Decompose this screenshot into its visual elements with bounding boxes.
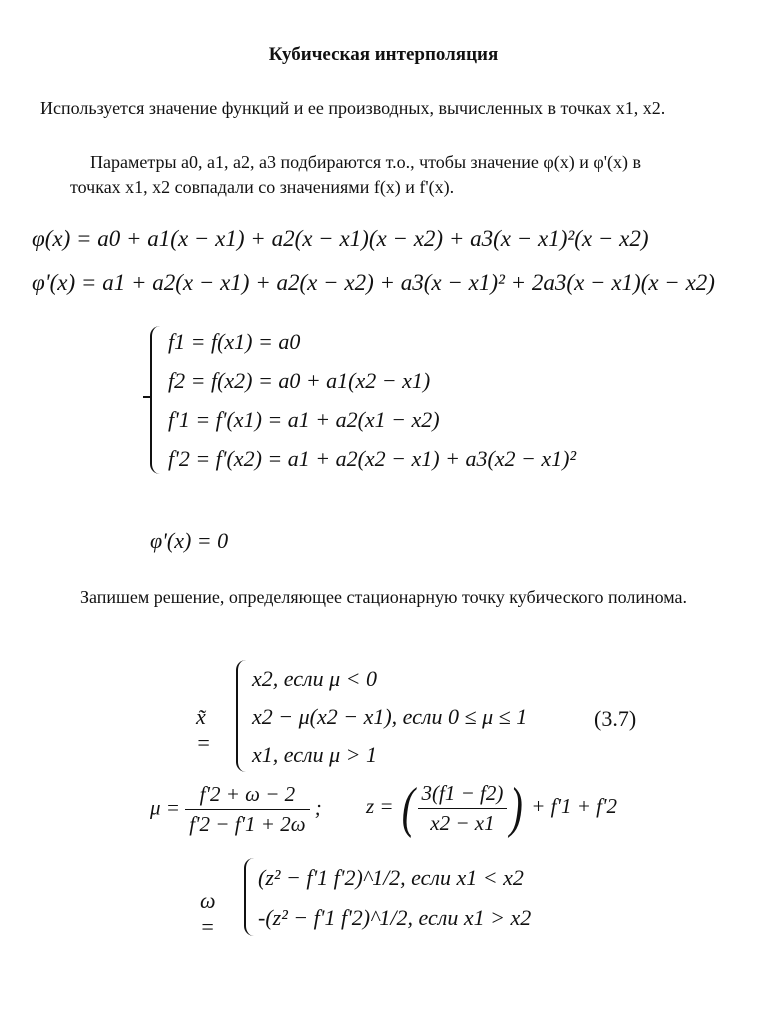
equation-number: (3.7) bbox=[594, 706, 637, 731]
mu-fraction bbox=[185, 782, 309, 837]
mu-separator: ; bbox=[314, 795, 322, 820]
paragraph-parameters-line2: точках x1, x2 совпадали со значениями f(x) и f'(x). bbox=[70, 177, 455, 197]
xtilde-case: x2 − μ(x2 − x1), если 0 ≤ μ ≤ 1 bbox=[252, 704, 528, 729]
formula-mu bbox=[150, 782, 322, 837]
z-lhs: z = bbox=[366, 793, 394, 818]
formula-phi: φ(x) = a0 + a1(x − x1) + a2(x − x1)(x − x2) + a3(x − x1)²(x − x2) bbox=[32, 226, 649, 251]
formula-stationary-condition: φ'(x) = 0 bbox=[150, 528, 229, 553]
omega-brace bbox=[244, 858, 258, 936]
system-row: f2 = f(x2) = a0 + a1(x2 − x1) bbox=[168, 368, 431, 393]
left-paren: ( bbox=[401, 777, 415, 839]
xtilde-case: x2, если μ < 0 bbox=[252, 666, 377, 691]
mu-lhs: μ = bbox=[150, 795, 180, 820]
page-title: Кубическая интерполяция bbox=[268, 44, 499, 65]
z-denominator: x2 − x1 bbox=[430, 810, 495, 835]
xtilde-case: x1, если μ > 1 bbox=[252, 742, 377, 767]
system-row: f'1 = f'(x1) = a1 + a2(x1 − x2) bbox=[168, 407, 440, 432]
paragraph-solution: Запишем решение, определяющее стационарную точку кубического полинома. bbox=[80, 587, 688, 607]
paragraph-intro: Используется значение функций и ее производных, вычисленных в точках x1, x2. bbox=[40, 98, 666, 118]
equation-system bbox=[150, 322, 576, 478]
system-row: f1 = f(x1) = a0 bbox=[168, 329, 301, 354]
system-brace bbox=[150, 326, 164, 474]
paragraph-parameters-line1: Параметры a0, a1, a2, a3 подбираются т.о., чтобы значение φ(x) и φ'(x) в bbox=[90, 152, 641, 172]
paragraph-parameters bbox=[70, 150, 714, 200]
right-paren: ) bbox=[510, 777, 524, 839]
z-tail: + f'1 + f'2 bbox=[531, 793, 617, 818]
z-fraction bbox=[418, 781, 508, 836]
mu-numerator: f'2 + ω − 2 bbox=[185, 782, 309, 810]
xtilde-lhs: x̃ = bbox=[196, 704, 211, 755]
omega-case: (z² − f'1 f'2)^1/2, если x1 < x2 bbox=[258, 865, 524, 890]
mu-denominator: f'2 − f'1 + 2ω bbox=[189, 812, 306, 836]
formula-z bbox=[366, 777, 617, 839]
omega-case: -(z² − f'1 f'2)^1/2, если x1 > x2 bbox=[258, 905, 532, 930]
system-row: f'2 = f'(x2) = a1 + a2(x2 − x1) + a3(x2 − x1)² bbox=[168, 446, 577, 471]
formula-phi-derivative: φ'(x) = a1 + a2(x − x1) + a2(x − x2) + a3(x − x1)² + 2a3(x − x1)(x − x2) bbox=[32, 270, 715, 295]
xtilde-brace bbox=[236, 660, 250, 772]
omega-lhs: ω = bbox=[200, 888, 216, 939]
z-numerator: 3(f1 − f2) bbox=[418, 781, 508, 809]
